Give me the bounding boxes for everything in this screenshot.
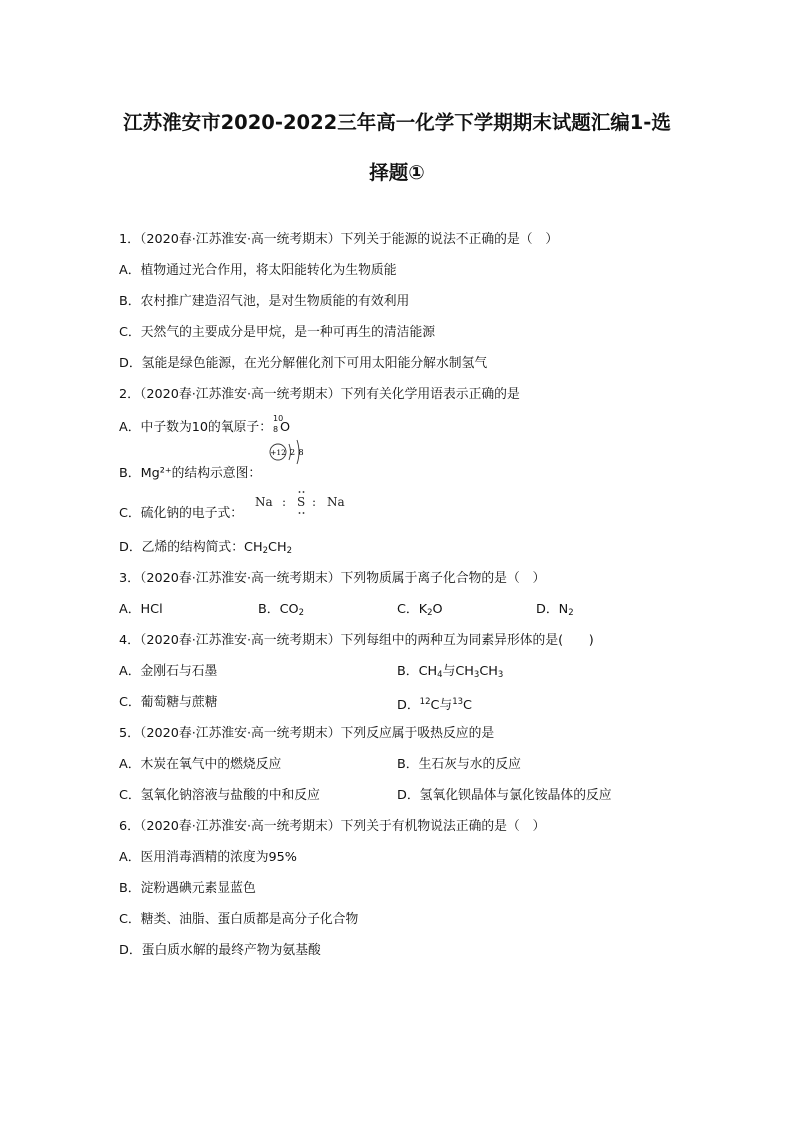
q2-option-d-text: D．乙烯的结构简式：CH <box>119 540 263 555</box>
question-list <box>119 224 699 966</box>
q3-option-a: A．HCl <box>119 602 163 617</box>
q5-option-b: B．生石灰与水的反应 <box>397 757 521 772</box>
nuclide-mass-number: 10 <box>273 414 284 423</box>
subscript: 2 <box>286 546 292 556</box>
title-line-1: 江苏淮安市2020-2022三年高一化学下学期期末试题汇编1-选 <box>123 111 671 134</box>
option-text: B．CO <box>258 602 299 617</box>
q2-option-b <box>119 446 699 492</box>
q4-option-d <box>397 687 675 718</box>
q6-option-c: C．糖类、油脂、蛋白质都是高分子化合物 <box>119 912 359 927</box>
option-text: D． <box>397 698 420 713</box>
nuclide-atomic-number: 8 <box>273 425 279 434</box>
q3-options <box>119 594 699 625</box>
option-text: C与 <box>430 698 453 713</box>
q2-option-c <box>119 492 699 532</box>
formula-na-left: Na <box>255 495 273 509</box>
q5-options-row-1 <box>119 749 699 780</box>
q6-option-d: D．蛋白质水解的最终产物为氨基酸 <box>119 943 321 958</box>
q2-option-a-text: A．中子数为10的氧原子： <box>119 420 273 435</box>
q4-option-a: A．金刚石与石墨 <box>119 664 218 679</box>
formula-sulfur: S <box>297 495 306 509</box>
option-text: CH <box>479 664 498 679</box>
q1-option-c: C．天然气的主要成分是甲烷，是一种可再生的清洁能源 <box>119 325 436 340</box>
q1-option-b: B．农村推广建造沼气池，是对生物质能的有效利用 <box>119 294 410 309</box>
q4-options-row-2 <box>119 687 699 718</box>
formula-colon-right: : <box>312 495 317 509</box>
q5-option-c: C．氢氧化钠溶液与盐酸的中和反应 <box>119 788 320 803</box>
subscript: 2 <box>427 608 433 618</box>
q2-option-d <box>119 532 699 563</box>
subscript: 4 <box>437 670 443 680</box>
q3-option-b <box>258 594 397 625</box>
sodium-sulfide-electron-formula <box>253 486 363 522</box>
option-text: O <box>432 602 443 617</box>
title-line-2: 择题① <box>369 161 425 184</box>
q1-option-d: D．氢能是绿色能源，在光分解催化剂下可用太阳能分解水制氢气 <box>119 356 488 371</box>
diagram-nucleus-label: +12 <box>270 448 286 457</box>
diagram-shell-1-count: 2 <box>289 448 296 457</box>
q3-option-c <box>397 594 536 625</box>
q5-option-a: A．木炭在氧气中的燃烧反应 <box>119 757 282 772</box>
q2-option-a <box>119 410 699 446</box>
q6-option-b: B．淀粉遇碘元素显蓝色 <box>119 881 256 896</box>
q6-option-a: A．医用消毒酒精的浓度为95% <box>119 850 297 865</box>
q4-stem: 4．（2020春·江苏淮安·高一统考期末）下列每组中的两种互为同素异形体的是( ) <box>119 633 594 648</box>
subscript: 3 <box>497 670 504 680</box>
option-text: C．K <box>397 602 428 617</box>
subscript: 2 <box>262 546 269 556</box>
q1-stem: 1．（2020春·江苏淮安·高一统考期末）下列关于能源的说法不正确的是（ ） <box>119 232 559 247</box>
option-text: C <box>463 698 472 713</box>
q1-option-a: A．植物通过光合作用，将太阳能转化为生物质能 <box>119 263 397 278</box>
q6-stem: 6．（2020春·江苏淮安·高一统考期末）下列关于有机物说法正确的是（ ） <box>119 819 546 834</box>
q5-options-row-2 <box>119 780 699 811</box>
nuclide-symbol: O <box>280 420 291 435</box>
formula-colon-left: : <box>282 495 287 509</box>
q4-option-c: C．葡萄糖与蔗糖 <box>119 695 218 710</box>
superscript: 13 <box>452 697 464 707</box>
formula-part: CH <box>268 540 287 555</box>
q5-option-d: D．氢氧化钡晶体与氯化铵晶体的反应 <box>397 788 612 803</box>
mg-ion-structure-diagram <box>268 436 316 472</box>
option-text: B．CH <box>397 664 438 679</box>
q4-option-b <box>397 656 675 687</box>
q2-option-b-text: B．Mg²⁺的结构示意图： <box>119 466 262 481</box>
q3-stem: 3．（2020春·江苏淮安·高一统考期末）下列物质属于离子化合物的是（ ） <box>119 571 546 586</box>
q5-stem: 5．（2020春·江苏淮安·高一统考期末）下列反应属于吸热反应的是 <box>119 726 495 741</box>
formula-na-right: Na <box>327 495 345 509</box>
document-title <box>100 98 694 198</box>
q2-option-c-text: C．硫化钠的电子式： <box>119 506 244 521</box>
option-text: 与CH <box>442 664 474 679</box>
subscript: 2 <box>568 608 574 618</box>
subscript: 2 <box>298 608 305 618</box>
option-text: D．N <box>536 602 569 617</box>
subscript: 3 <box>473 670 480 680</box>
q4-options-row-1 <box>119 656 699 687</box>
diagram-shell-2-count: 8 <box>298 448 304 457</box>
oxygen-nuclide <box>272 414 284 434</box>
q2-stem: 2．（2020春·江苏淮安·高一统考期末）下列有关化学用语表示正确的是 <box>119 387 520 402</box>
q3-option-d <box>536 594 675 625</box>
superscript: 12 <box>419 697 431 707</box>
